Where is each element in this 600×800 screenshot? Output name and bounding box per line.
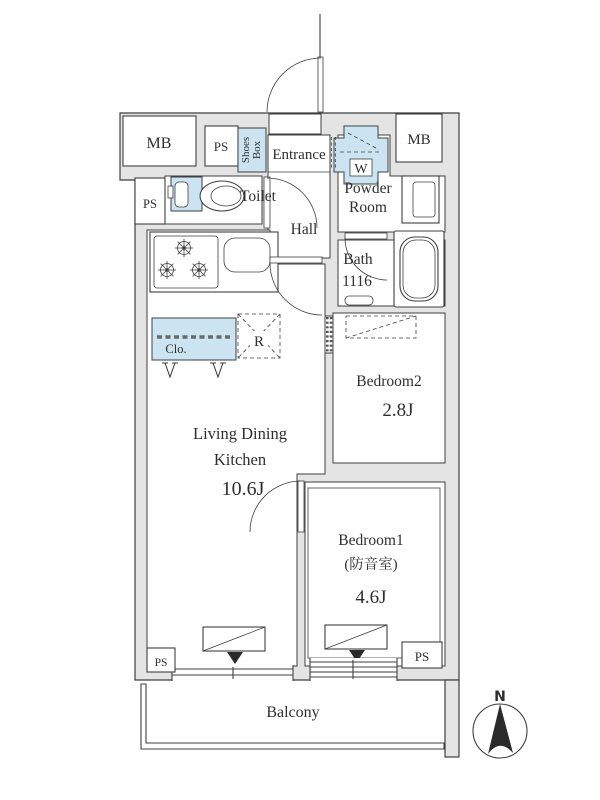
ldk-label-2: Kitchen: [213, 450, 267, 469]
mb-top-left-label: MB: [146, 135, 172, 152]
shoes-box-label-1: Shoes: [240, 136, 252, 164]
bedroom1-size-label: 4.6J: [355, 587, 387, 608]
mb-top-right-label: MB: [407, 132, 431, 148]
balcony-label: Balcony: [266, 704, 320, 721]
stove-burner-icon: [158, 261, 176, 279]
bedroom2-label: Bedroom2: [356, 373, 422, 390]
entrance-door-swing-arc: [267, 58, 321, 112]
kitchen-counter: [150, 232, 278, 292]
bedroom2-sliding-door-opening: [325, 316, 333, 353]
bath-step: [345, 296, 373, 305]
bath-size-label: 1116: [342, 273, 372, 290]
entrance-door-leaf: [318, 57, 323, 112]
ps-top-label: PS: [213, 139, 229, 154]
north-arrow-icon: [488, 704, 513, 754]
powder-room-label-2: Room: [349, 199, 387, 216]
compass-north-label: N: [494, 689, 506, 705]
hall-door-leaf: [270, 257, 322, 263]
entrance-doorway: [269, 114, 321, 134]
vanity-sink-counter: [402, 176, 439, 223]
bath-label: Bath: [343, 251, 373, 268]
compass: [473, 689, 527, 758]
stove-burner-icon: [190, 261, 208, 279]
hall-label: Hall: [290, 221, 318, 238]
washer-label: W: [354, 162, 368, 177]
refrigerator-label: R: [253, 334, 265, 350]
bath-door-leaf: [345, 233, 387, 239]
toilet-label: Toilet: [240, 188, 276, 205]
powder-room-fixtures: [402, 176, 439, 223]
bedroom1-door-leaf: [298, 481, 304, 532]
bedroom1-label: Bedroom1: [338, 532, 404, 549]
shoes-box: [238, 128, 266, 172]
kitchen-sink: [224, 238, 270, 272]
stove-burner-icon: [175, 239, 193, 257]
toilet-tank-lid: [175, 182, 188, 207]
bathtub-outer: [394, 231, 444, 307]
powder-room-label-1: Powder: [344, 180, 392, 197]
balcony-right-wall: [445, 680, 459, 757]
ps-bottom-left-label: PS: [154, 657, 168, 669]
ps-bottom-right-label: PS: [414, 649, 430, 664]
toilet-bowl: [200, 181, 244, 211]
entrance-label: Entrance: [272, 147, 326, 163]
ldk-size-label: 10.6J: [221, 478, 265, 500]
shoes-box-label-2: Box: [251, 140, 263, 160]
ldk-label-1: Living Dining: [193, 424, 287, 443]
balcony: [141, 684, 444, 749]
bedroom2-size-label: 2.8J: [382, 400, 414, 421]
closet-label: Clo.: [165, 342, 187, 356]
bedroom1-soundproof-note: (防音室): [344, 557, 398, 573]
ps-left-label: PS: [143, 197, 157, 211]
kitchen-stove: [154, 236, 218, 288]
toilet-flush-handle: [168, 186, 173, 198]
